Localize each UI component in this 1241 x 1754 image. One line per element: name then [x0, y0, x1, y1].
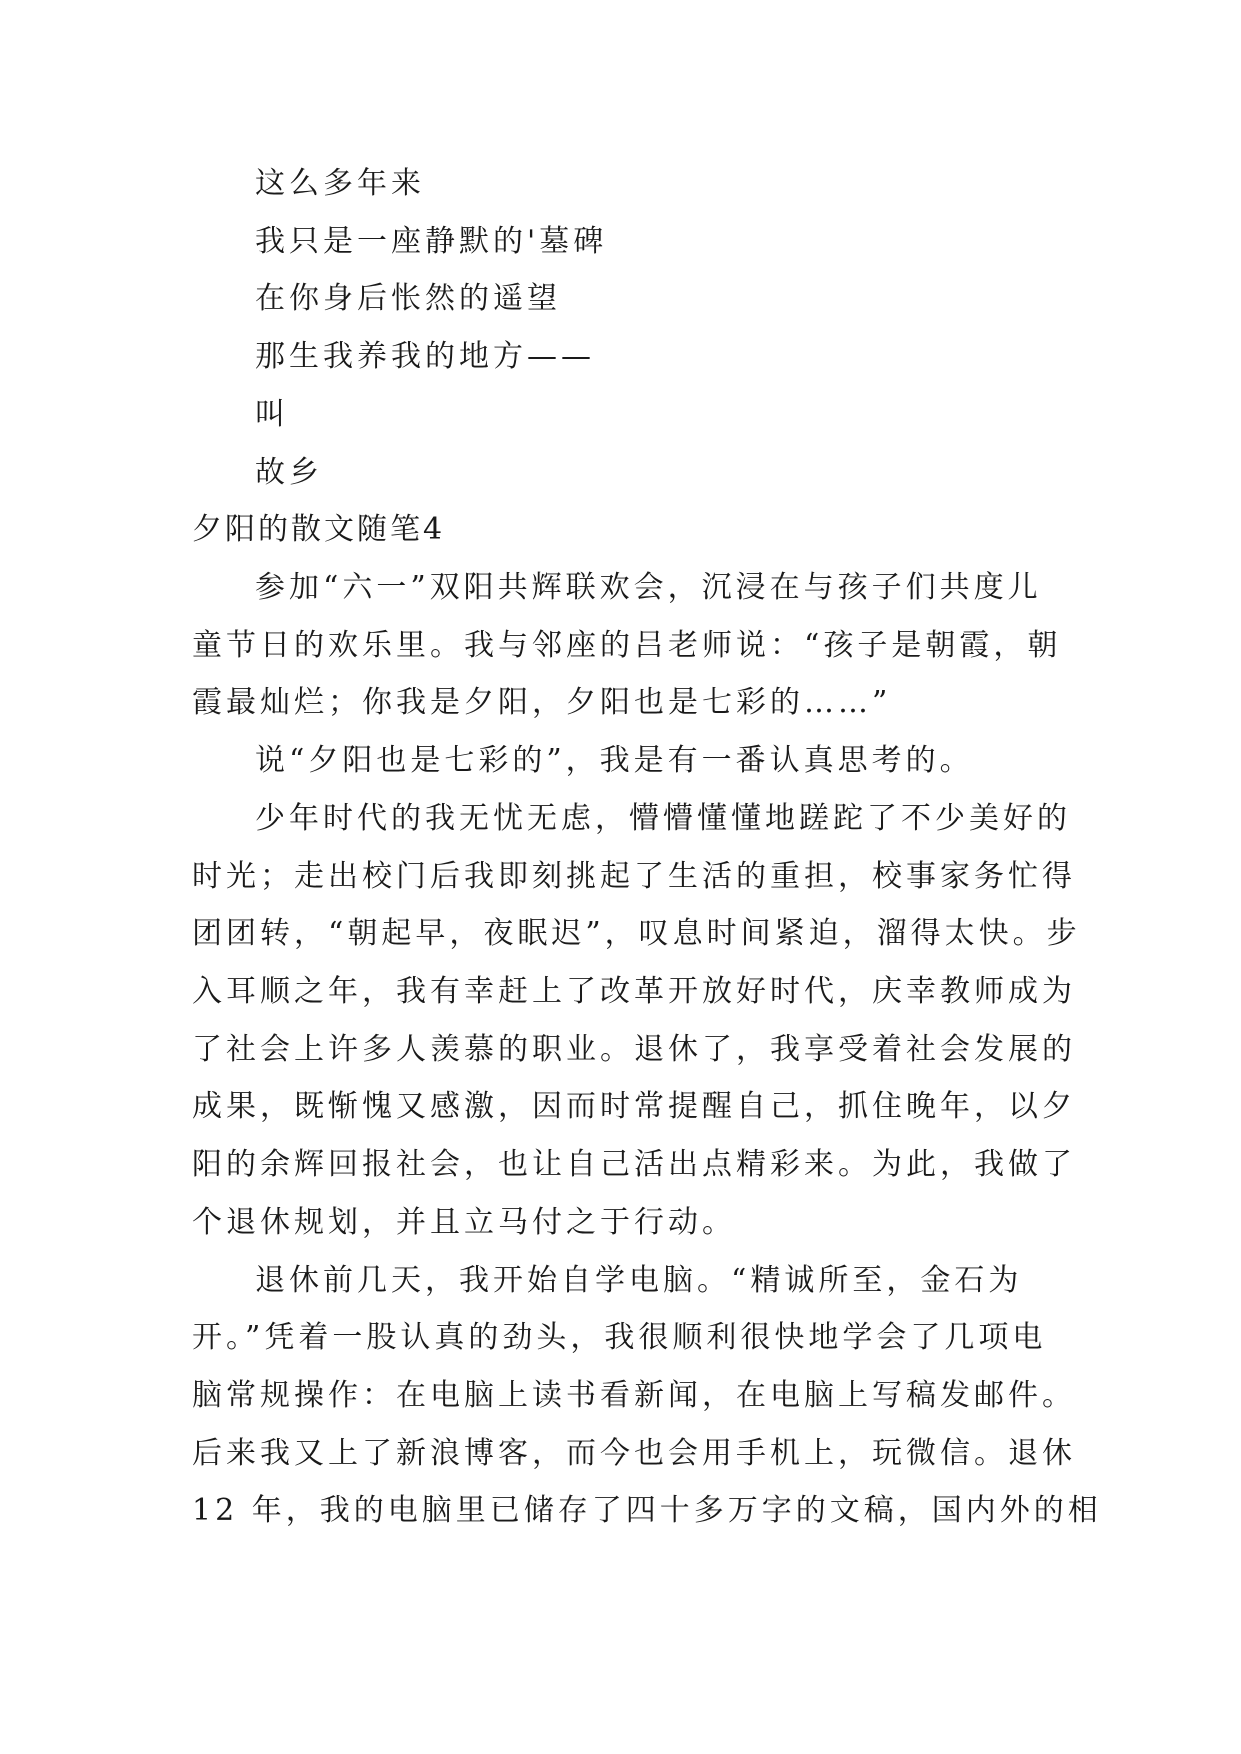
paragraph-line: 入耳顺之年，我有幸赶上了改革开放好时代，庆幸教师成为	[192, 974, 1076, 1009]
poem-line: 我只是一座静默的'墓碑	[255, 224, 608, 259]
paragraph-line: 童节日的欢乐里。我与邻座的吕老师说：“孩子是朝霞，朝	[192, 628, 1062, 663]
paragraph-line: 12 年，我的电脑里已储存了四十多万字的文稿，国内外的相	[192, 1493, 1102, 1528]
poem-line: 在你身后怅然的遥望	[255, 281, 561, 316]
poem-line: 这么多年来	[255, 166, 425, 201]
poem-line: 叫	[255, 397, 289, 432]
paragraph-line: 少年时代的我无忧无虑，懵懵懂懂地蹉跎了不少美好的	[255, 801, 1071, 836]
paragraph-line: 参加“六一”双阳共辉联欢会，沉浸在与孩子们共度儿	[255, 570, 1042, 605]
paragraph-line: 团团转，“朝起早，夜眠迟”，叹息时间紧迫，溜得太快。步	[192, 916, 1081, 951]
paragraph-line: 退休前几天，我开始自学电脑。“精诚所至，金石为	[255, 1263, 1023, 1298]
paragraph-line: 阳的余辉回报社会，也让自己活出点精彩来。为此，我做了	[192, 1147, 1076, 1182]
paragraph-line: 成果，既惭愧又感激，因而时常提醒自己，抓住晚年，以夕	[192, 1089, 1076, 1124]
paragraph-line: 个退休规划，并且立马付之于行动。	[192, 1205, 736, 1240]
paragraph-line: 了社会上许多人羡慕的职业。退休了，我享受着社会发展的	[192, 1032, 1076, 1067]
essay-title: 夕阳的散文随笔4	[192, 512, 446, 547]
paragraph-line: 说“夕阳也是七彩的”，我是有一番认真思考的。	[255, 743, 974, 778]
paragraph-line: 霞最灿烂；你我是夕阳，夕阳也是七彩的……”	[192, 685, 892, 720]
paragraph-line: 开。”凭着一股认真的劲头，我很顺利很快地学会了几项电	[192, 1320, 1047, 1355]
paragraph-line: 脑常规操作：在电脑上读书看新闻，在电脑上写稿发邮件。	[192, 1378, 1076, 1413]
poem-line: 那生我养我的地方——	[255, 339, 595, 374]
poem-line: 故乡	[255, 455, 323, 490]
paragraph-line: 后来我又上了新浪博客，而今也会用手机上，玩微信。退休	[192, 1436, 1076, 1471]
paragraph-line: 时光；走出校门后我即刻挑起了生活的重担，校事家务忙得	[192, 859, 1076, 894]
